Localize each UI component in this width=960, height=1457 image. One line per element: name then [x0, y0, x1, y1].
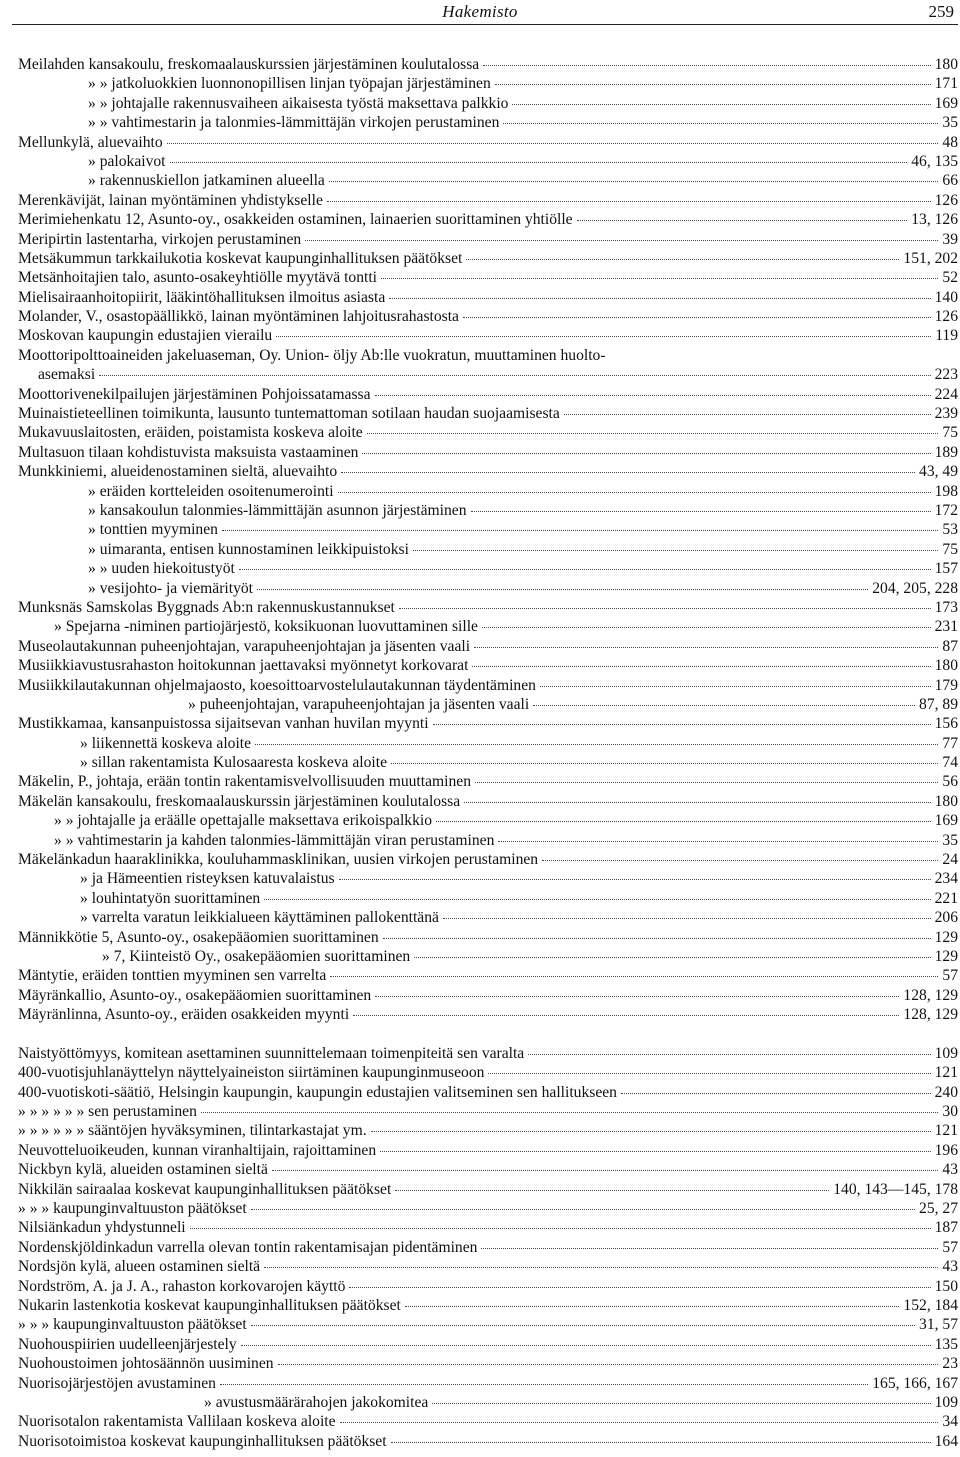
- entry-page-numbers: 128, 129: [903, 986, 958, 1004]
- index-entry: [18, 423, 958, 442]
- dot-leader: [391, 1441, 931, 1443]
- index-entry: [18, 908, 958, 927]
- dot-leader: [239, 568, 931, 570]
- entry-page-numbers: 129: [934, 928, 958, 946]
- entry-page-numbers: 180: [934, 657, 958, 675]
- dot-leader: [399, 607, 931, 609]
- index-entry: [18, 811, 958, 830]
- entry-page-numbers: 13, 126: [911, 211, 958, 229]
- dot-leader: [305, 239, 938, 241]
- entry-text: » kansakoulun talonmies-lämmittäjän asunnon järjestäminen: [88, 501, 467, 519]
- dot-leader: [503, 122, 938, 124]
- entry-page-numbers: 87: [942, 637, 958, 655]
- index-entry: [18, 133, 958, 152]
- dot-leader: [577, 219, 908, 221]
- header-rule: [12, 24, 958, 25]
- index-entry: [18, 113, 958, 132]
- dot-leader: [257, 588, 868, 590]
- index-entry: [18, 1315, 958, 1334]
- entry-page-numbers: 180: [934, 792, 958, 810]
- dot-leader: [330, 975, 938, 977]
- entry-text: » 7, Kiinteistö Oy., osakepääomien suorittaminen: [102, 947, 411, 965]
- entry-text: Meilahden kansakoulu, freskomaalauskurssien järjestäminen koulutalossa: [18, 56, 480, 73]
- entry-page-numbers: 25, 27: [919, 1200, 958, 1218]
- dot-leader: [414, 956, 930, 958]
- entry-page-numbers: 171: [934, 75, 958, 93]
- index-entry: [18, 1180, 958, 1199]
- index-entry: [18, 288, 958, 307]
- entry-page-numbers: 109: [934, 1393, 958, 1411]
- entry-page-numbers: 109: [934, 1044, 958, 1062]
- dot-leader: [276, 335, 931, 337]
- dot-leader: [264, 1266, 938, 1268]
- entry-page-numbers: 187: [934, 1219, 958, 1237]
- dot-leader: [362, 452, 930, 454]
- entry-text: Mäntytie, eräiden tonttien myyminen sen varrelta: [18, 967, 327, 985]
- entry-page-numbers: 75: [942, 540, 958, 558]
- dot-leader: [255, 743, 938, 745]
- entry-page-numbers: 74: [942, 754, 958, 772]
- page-header: [0, 0, 960, 24]
- entry-text: Moskovan kaupungin edustajien vierailu: [18, 327, 273, 345]
- dot-leader: [472, 665, 930, 667]
- entry-text: » » » » » » sääntöjen hyväksyminen, tilintarkastajat ym.: [18, 1122, 367, 1140]
- entry-text: » eräiden kortteleiden osoitenumerointi: [88, 482, 334, 500]
- entry-page-numbers: 231: [934, 618, 958, 636]
- index-entry: [18, 1335, 958, 1354]
- entry-page-numbers: 56: [942, 773, 958, 791]
- entry-page-numbers: 126: [934, 308, 958, 326]
- entry-text: Merenkävijät, lainan myöntäminen yhdistykselle: [18, 191, 323, 209]
- index-entry: [18, 1277, 958, 1296]
- entry-page-numbers: 140, 143—145, 178: [833, 1180, 958, 1198]
- dot-leader: [353, 1014, 899, 1016]
- entry-text: » louhintatyön suorittaminen: [80, 889, 261, 907]
- section-gap: [18, 1025, 958, 1044]
- entry-page-numbers: 234: [934, 870, 958, 888]
- entry-text: » » uuden hiekoitustyöt: [88, 560, 235, 578]
- index-entry: [18, 1393, 958, 1412]
- dot-leader: [564, 413, 931, 415]
- index-entry: [18, 928, 958, 947]
- index-entry: [18, 1296, 958, 1315]
- dot-leader: [241, 1344, 931, 1346]
- dot-leader: [383, 937, 931, 939]
- dot-leader: [251, 1208, 915, 1210]
- entry-text: » rakennuskiellon jatkaminen alueella: [88, 172, 325, 190]
- entry-text: Nukarin lastenkotia koskevat kaupunginhallituksen päätökset: [18, 1297, 401, 1314]
- index-entry: [18, 656, 958, 675]
- dot-leader: [498, 840, 938, 842]
- index-entry: [18, 385, 958, 404]
- entry-text: Mukavuuslaitosten, eräiden, poistamista koskeva aloite: [18, 424, 363, 442]
- dot-leader: [483, 64, 930, 66]
- dot-leader: [471, 510, 931, 512]
- dot-leader: [433, 723, 931, 725]
- entry-text: Nordström, A. ja J. A., rahaston korkovarojen käyttö: [18, 1277, 346, 1295]
- entry-text: Nuohouspiirien uudelleenjärjestely: [18, 1335, 237, 1353]
- index-entry: [18, 598, 958, 617]
- index-entry: [18, 966, 958, 985]
- entry-page-numbers: 180: [934, 56, 958, 73]
- entry-page-numbers: 189: [934, 443, 958, 461]
- index-entry: [18, 152, 958, 171]
- entry-text: » » » kaupunginvaltuuston päätökset: [18, 1200, 247, 1218]
- index-entry: [18, 1218, 958, 1237]
- index-entry: [18, 1160, 958, 1179]
- entry-text: Munkkiniemi, alueidenostaminen sieltä, aluevaihto: [18, 463, 338, 481]
- dot-leader: [341, 471, 915, 473]
- dot-leader: [481, 1247, 938, 1249]
- index-entry: [18, 307, 958, 326]
- index-entry: [18, 1005, 958, 1024]
- entry-page-numbers: 121: [934, 1122, 958, 1140]
- dot-leader: [251, 1324, 915, 1326]
- dot-leader: [375, 394, 931, 396]
- dot-leader: [99, 374, 930, 376]
- index-entry: [18, 540, 958, 559]
- entry-text: Nuorisotalon rakentamista Vallilaan koskeva aloite: [18, 1413, 336, 1431]
- index-entry-list: [18, 55, 958, 1451]
- entry-page-numbers: 39: [942, 230, 958, 248]
- entry-page-numbers: 164: [934, 1432, 958, 1450]
- entry-text: Metsäkummun tarkkailukotia koskevat kaupunginhallituksen päätökset: [18, 249, 463, 267]
- entry-page-numbers: 169: [934, 94, 958, 112]
- dot-leader: [395, 1189, 829, 1191]
- dot-leader: [528, 1053, 930, 1055]
- index-entry: [18, 1432, 958, 1451]
- entry-page-numbers: 240: [934, 1083, 958, 1101]
- dot-leader: [201, 1111, 939, 1113]
- dot-leader: [340, 1421, 939, 1423]
- entry-page-numbers: 151, 202: [903, 249, 958, 267]
- entry-page-numbers: 198: [934, 482, 958, 500]
- index-entry: [18, 676, 958, 695]
- index-entry: [18, 637, 958, 656]
- index-entry: [18, 617, 958, 636]
- index-entry: [18, 1412, 958, 1431]
- index-entry: [18, 889, 958, 908]
- index-entry: [18, 734, 958, 753]
- index-entry: [18, 986, 958, 1005]
- entry-text: Meripirtin lastentarha, virkojen perustaminen: [18, 230, 302, 248]
- entry-text: Mäkelin, P., johtaja, erään tontin rakentamisvelvollisuuden muuttaminen: [18, 773, 471, 791]
- running-title: Hakemisto: [442, 2, 518, 21]
- entry-page-numbers: 43: [942, 1258, 958, 1276]
- dot-leader: [339, 878, 931, 880]
- entry-page-numbers: 239: [934, 405, 958, 423]
- index-entry: [18, 947, 958, 966]
- dot-leader: [621, 1092, 931, 1094]
- entry-page-numbers: 87, 89: [919, 695, 958, 713]
- entry-text: Nordenskjöldinkadun varrella olevan tontin rakentamisajan pidentäminen: [18, 1238, 478, 1256]
- entry-text: » ja Hämeentien risteyksen katuvalaistus: [80, 870, 335, 888]
- index-entry: [18, 346, 958, 365]
- index-entry: [18, 249, 958, 268]
- entry-page-numbers: 206: [934, 909, 958, 927]
- entry-page-numbers: 53: [942, 521, 958, 539]
- entry-page-numbers: 24: [942, 851, 958, 869]
- entry-text: » palokaivot: [88, 152, 166, 170]
- entry-page-numbers: 150: [934, 1277, 958, 1295]
- index-entry: [18, 1083, 958, 1102]
- entry-text: Nilsiänkadun yhdystunneli: [18, 1219, 186, 1237]
- dot-leader: [443, 917, 931, 919]
- dot-leader: [222, 529, 938, 531]
- dot-leader: [475, 781, 938, 783]
- entry-text: Nuohoustoimen johtosäännön uusiminen: [18, 1355, 274, 1373]
- entry-page-numbers: 179: [934, 676, 958, 694]
- entry-page-numbers: 57: [942, 1238, 958, 1256]
- entry-page-numbers: 224: [934, 385, 958, 403]
- dot-leader: [220, 1383, 868, 1385]
- entry-page-numbers: 173: [934, 598, 958, 616]
- dot-leader: [413, 549, 938, 551]
- entry-text: Muinaistieteellinen toimikunta, lausunto tuntemattoman sotilaan haudan suojaamisesta: [18, 405, 560, 423]
- entry-text: Mielisairaanhoitopiirit, lääkintöhallituksen ilmoitus asiasta: [18, 288, 386, 306]
- entry-text: Neuvotteluoikeuden, kunnan viranhaltijain, rajoittaminen: [18, 1141, 377, 1159]
- entry-page-numbers: 121: [934, 1064, 958, 1082]
- dot-leader: [367, 432, 939, 434]
- dot-leader: [405, 1305, 900, 1307]
- index-entry: [18, 404, 958, 423]
- entry-text: » » jatkoluokkien luonnonopillisen linjan työpajan järjestäminen: [88, 75, 491, 93]
- entry-text: Nikkilän sairaalaa koskevat kaupunginhallituksen päätökset: [18, 1180, 392, 1198]
- entry-text: » » johtajalle ja eräälle opettajalle maksettava erikoispalkkio: [54, 812, 432, 830]
- dot-leader: [436, 820, 931, 822]
- entry-text: » tonttien myyminen: [88, 521, 218, 539]
- entry-text: Mäyränkallio, Asunto-oy., osakepääomien suorittaminen: [18, 986, 372, 1004]
- entry-page-numbers: 77: [942, 734, 958, 752]
- index-entry: [18, 714, 958, 733]
- entry-text: Mellunkylä, aluevaihto: [18, 133, 163, 151]
- dot-leader: [488, 1072, 930, 1074]
- entry-text: Nuorisotoimistoa koskevat kaupunginhallituksen päätökset: [18, 1432, 387, 1450]
- entry-page-numbers: 31, 57: [919, 1316, 958, 1334]
- entry-text: » varrelta varatun leikkialueen käyttäminen pallokenttänä: [80, 909, 439, 927]
- dot-leader: [190, 1227, 931, 1229]
- entry-text: 400-vuotiskoti-säätiö, Helsingin kaupungin, kaupungin edustajien valitseminen sen hallitukseen: [18, 1083, 617, 1101]
- entry-page-numbers: 126: [934, 191, 958, 209]
- dot-leader: [432, 1402, 930, 1404]
- entry-page-numbers: 204, 205, 228: [872, 579, 958, 597]
- entry-text: » uimaranta, entisen kunnostaminen leikkipuistoksi: [88, 540, 409, 558]
- entry-text: Munksnäs Samskolas Byggnads Ab:n rakennuskustannukset: [18, 598, 395, 616]
- dot-leader: [380, 1150, 930, 1152]
- entry-text: Mäyränlinna, Asunto-oy., eräiden osakkeiden myynti: [18, 1006, 350, 1024]
- entry-text: Nuorisojärjestöjen avustaminen: [18, 1374, 216, 1392]
- entry-page-numbers: 43: [942, 1161, 958, 1179]
- entry-text: » » johtajalle rakennusvaiheen aikaisesta työstä maksettava palkkio: [88, 94, 509, 112]
- entry-text: » Spejarna -niminen partiojärjestö, koksikuonan luovuttaminen sille: [54, 618, 478, 636]
- entry-text: Mäkelänkadun haaraklinikka, kouluhammasklinikan, uusien virkojen perustaminen: [18, 851, 539, 869]
- entry-page-numbers: 129: [934, 947, 958, 965]
- index-entry: [18, 695, 958, 714]
- index-entry: [18, 55, 958, 74]
- entry-page-numbers: 135: [934, 1335, 958, 1353]
- entry-text: » » vahtimestarin ja talonmies-lämmittäjän virkojen perustaminen: [88, 114, 500, 132]
- entry-text: Metsänhoitajien talo, asunto-osakeyhtiölle myytävä tontti: [18, 269, 378, 287]
- dot-leader: [389, 297, 930, 299]
- entry-page-numbers: 23: [942, 1355, 958, 1373]
- entry-text: Molander, V., osastopäällikkö, lainan myöntäminen lahjoitusrahastosta: [18, 308, 459, 326]
- index-entry: [18, 1354, 958, 1373]
- entry-page-numbers: 157: [934, 560, 958, 578]
- index-entry: [18, 1374, 958, 1393]
- index-entry: [18, 772, 958, 791]
- entry-text: Musiikkiavustusrahaston hoitokunnan jaettavaksi myönnetyt korkovarat: [18, 657, 469, 675]
- index-entry: [18, 365, 958, 384]
- page-number: 259: [928, 2, 954, 21]
- entry-page-numbers: 52: [942, 269, 958, 287]
- dot-leader: [349, 1286, 930, 1288]
- entry-page-numbers: 196: [934, 1141, 958, 1159]
- entry-text: » liikennettä koskeva aloite: [80, 734, 252, 752]
- index-entry: [18, 191, 958, 210]
- dot-leader: [466, 258, 899, 260]
- dot-leader: [533, 704, 915, 706]
- index-entry: [18, 210, 958, 229]
- entry-text: asemaksi: [38, 366, 96, 384]
- entry-page-numbers: 223: [934, 366, 958, 384]
- index-entry: [18, 1102, 958, 1121]
- entry-text: Merimiehenkatu 12, Asunto-oy., osakkeiden ostaminen, lainaerien suorittaminen yhtiölle: [18, 211, 573, 229]
- dot-leader: [329, 180, 939, 182]
- index-entry: [18, 268, 958, 287]
- entry-text: 400-vuotisjuhlanäyttelyn näyttelyaineiston siirtäminen kaupunginmuseoon: [18, 1064, 485, 1082]
- dot-leader: [170, 161, 908, 163]
- entry-page-numbers: 43, 49: [919, 463, 958, 481]
- dot-leader: [512, 103, 930, 105]
- dot-leader: [391, 762, 938, 764]
- index-entry: [18, 1257, 958, 1276]
- dot-leader: [540, 685, 931, 687]
- dot-leader: [381, 277, 938, 279]
- index-entry: [18, 443, 958, 462]
- index-entry: [18, 520, 958, 539]
- dot-leader: [542, 859, 938, 861]
- index-entry: [18, 1121, 958, 1140]
- index-entry: [18, 869, 958, 888]
- entry-page-numbers: 35: [942, 831, 958, 849]
- dot-leader: [167, 142, 939, 144]
- index-entry: [18, 74, 958, 93]
- dot-leader: [482, 626, 931, 628]
- index-entry: [18, 462, 958, 481]
- entry-text: Mustikkamaa, kansanpuistossa sijaitsevan vanhan huvilan myynti: [18, 715, 429, 733]
- entry-page-numbers: 57: [942, 967, 958, 985]
- dot-leader: [474, 646, 938, 648]
- entry-text: Naistyöttömyys, komitean asettaminen suunnittelemaan toimenpiteitä sen varalta: [18, 1044, 525, 1062]
- dot-leader: [278, 1363, 939, 1365]
- entry-page-numbers: 48: [942, 133, 958, 151]
- dot-leader: [464, 801, 930, 803]
- entry-page-numbers: 46, 135: [911, 152, 958, 170]
- entry-page-numbers: 221: [934, 889, 958, 907]
- entry-page-numbers: 169: [934, 812, 958, 830]
- index-entry: [18, 579, 958, 598]
- dot-leader: [371, 1130, 931, 1132]
- entry-page-numbers: 172: [934, 501, 958, 519]
- dot-leader: [375, 995, 899, 997]
- index-entry: [18, 482, 958, 501]
- entry-text: » puheenjohtajan, varapuheenjohtajan ja jäsenten vaali: [188, 695, 530, 713]
- entry-text: » vesijohto- ja viemärityöt: [88, 579, 253, 597]
- dot-leader: [264, 898, 930, 900]
- entry-page-numbers: 152, 184: [903, 1297, 958, 1314]
- entry-page-numbers: 30: [942, 1103, 958, 1121]
- index-entry: [18, 850, 958, 869]
- dot-leader: [463, 316, 931, 318]
- index-entry: [18, 230, 958, 249]
- entry-text: Multasuon tilaan kohdistuvista maksuista vastaaminen: [18, 443, 359, 461]
- index-entry: [18, 1063, 958, 1082]
- index-entry: [18, 831, 958, 850]
- entry-text: » sillan rakentamista Kulosaaresta koskeva aloite: [80, 754, 388, 772]
- dot-leader: [495, 83, 931, 85]
- entry-page-numbers: 156: [934, 715, 958, 733]
- entry-text: Nickbyn kylä, alueiden ostaminen sieltä: [18, 1161, 268, 1179]
- entry-text: Mäkelän kansakoulu, freskomaalauskurssin järjestäminen koulutalossa: [18, 792, 461, 810]
- index-entry: [18, 753, 958, 772]
- entry-text: Männikkötie 5, Asunto-oy., osakepääomien suorittaminen: [18, 928, 379, 946]
- dot-leader: [338, 491, 931, 493]
- index-entry: [18, 1141, 958, 1160]
- entry-text: Moottoripolttoaineiden jakeluaseman, Oy. Union- öljy Ab:lle vuokratun, muuttaminen huolto-: [18, 346, 606, 364]
- entry-text: » » » kaupunginvaltuuston päätökset: [18, 1316, 247, 1334]
- entry-page-numbers: 75: [942, 424, 958, 442]
- entry-text: » » vahtimestarin ja kahden talonmies-lämmittäjän viran perustaminen: [54, 831, 495, 849]
- entry-page-numbers: 66: [942, 172, 958, 190]
- entry-page-numbers: 35: [942, 114, 958, 132]
- index-entry: [18, 326, 958, 345]
- index-entry: [18, 94, 958, 113]
- index-entry: [18, 559, 958, 578]
- index-entry: [18, 1238, 958, 1257]
- entry-text: Musiikkilautakunnan ohjelmajaosto, koesoittoarvostelulautakunnan täydentäminen: [18, 676, 536, 694]
- entry-text: » avustusmäärärahojen jakokomitea: [204, 1393, 429, 1411]
- index-entry: [18, 171, 958, 190]
- entry-page-numbers: 165, 166, 167: [872, 1374, 958, 1392]
- dot-leader: [272, 1169, 939, 1171]
- entry-text: Moottorivenekilpailujen järjestäminen Pohjoissatamassa: [18, 385, 371, 403]
- entry-text: » » » » » » sen perustaminen: [18, 1103, 197, 1121]
- dot-leader: [327, 200, 931, 202]
- index-entry: [18, 1044, 958, 1063]
- entry-page-numbers: 140: [934, 288, 958, 306]
- entry-page-numbers: 34: [942, 1413, 958, 1431]
- entry-text: Museolautakunnan puheenjohtajan, varapuheenjohtajan ja jäsenten vaali: [18, 637, 471, 655]
- entry-page-numbers: 119: [935, 327, 958, 345]
- index-entry: [18, 501, 958, 520]
- index-entry: [18, 792, 958, 811]
- entry-text: Nordsjön kylä, alueen ostaminen sieltä: [18, 1258, 261, 1276]
- entry-page-numbers: 128, 129: [903, 1006, 958, 1024]
- index-entry: [18, 1199, 958, 1218]
